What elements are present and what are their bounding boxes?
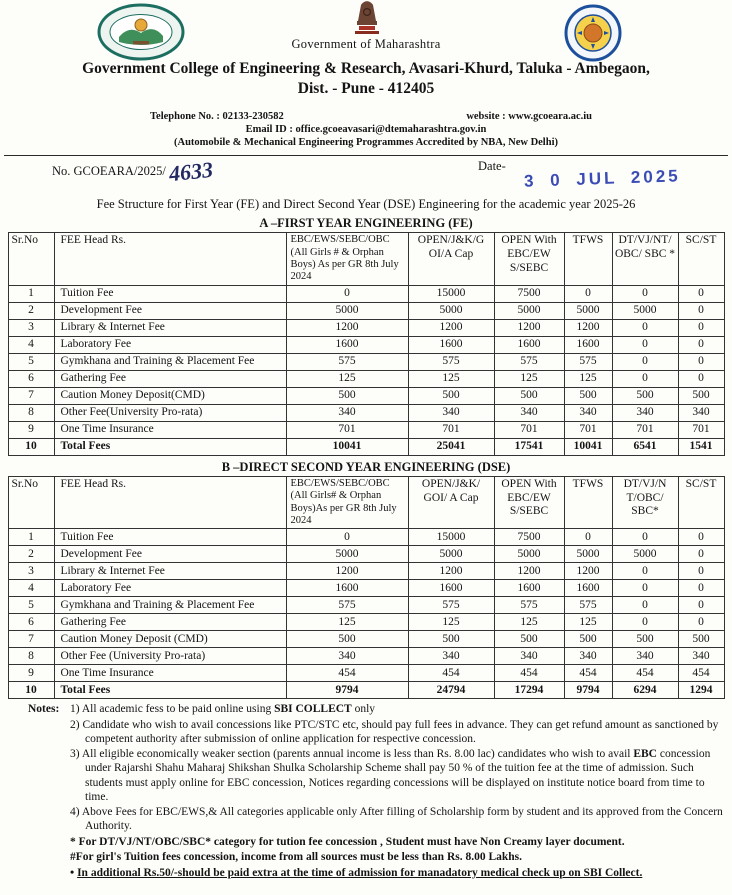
sr-no-cell: 4 [8, 336, 54, 353]
fee-row [8, 631, 724, 648]
fee-head-cell: Caution Money Deposit(CMD) [54, 387, 286, 404]
fee-head-cell: Total Fees [54, 682, 286, 699]
fee-value-cell: 0 [564, 529, 612, 546]
fee-value-cell: 0 [564, 285, 612, 302]
date-stamp: 3 0 JUL 2025 [523, 166, 681, 192]
fee-value-cell: 1200 [564, 319, 612, 336]
fee-head-cell: Total Fees [54, 438, 286, 455]
fee-value-cell: 15000 [408, 285, 494, 302]
fee-value-cell: 0 [286, 529, 408, 546]
fee-value-cell: 575 [494, 597, 564, 614]
fee-row [8, 665, 724, 682]
note-hash: #For girl's Tuition fees concession, income from all sources must be less than Rs. 8.00 Lakhs. [70, 850, 523, 863]
fee-value-cell: 17294 [494, 682, 564, 699]
fee-head-cell: One Time Insurance [54, 665, 286, 682]
fee-value-cell: 6541 [612, 438, 678, 455]
fee-value-cell: 0 [678, 353, 724, 370]
fee-value-cell: 1600 [286, 580, 408, 597]
sr-no-cell: 1 [8, 285, 54, 302]
fee-value-cell: 0 [678, 563, 724, 580]
government-line: Government of Maharashtra [291, 37, 441, 51]
fee-value-cell: 125 [494, 614, 564, 631]
fee-value-cell: 454 [408, 665, 494, 682]
fee-value-cell: 500 [286, 631, 408, 648]
fee-head-cell: Development Fee [54, 302, 286, 319]
sr-no-cell: 6 [8, 370, 54, 387]
fee-head-cell: Library & Internet Fee [54, 563, 286, 580]
fee-table-fe-body [8, 285, 724, 455]
table-dse-caption: B –DIRECT SECOND YEAR ENGINEERING (DSE) [221, 459, 511, 474]
note-4: 4) Above Fees for EBC/EWS,& All categories applicable only After filling of Scholarship form by student and its approved from the Concern Authority. [70, 806, 723, 833]
fee-value-cell: 340 [408, 648, 494, 665]
fee-row [8, 387, 724, 404]
fee-value-cell: 500 [286, 387, 408, 404]
fee-value-cell: 1600 [564, 336, 612, 353]
fee-value-cell: 0 [612, 319, 678, 336]
note-2: 2) Candidate who wish to avail concessions like PTC/STC etc, should pay full fees in advance. They can get refund amount as sanctioned by competent authority after submission of online application for respective concession. [70, 718, 719, 745]
fee-head-cell: Gymkhana and Training & Placement Fee [54, 353, 286, 370]
contact-row [0, 111, 732, 122]
fee-head-cell: Other Fee(University Pro-rata) [54, 404, 286, 421]
fee-value-cell: 0 [678, 370, 724, 387]
sr-no-cell: 10 [8, 438, 54, 455]
fee-value-cell: 340 [678, 648, 724, 665]
col-header-open-cap: OPEN/J&K/G OI/A Cap [408, 233, 494, 286]
col-header-fee-head: FEE Head Rs. [54, 233, 286, 286]
notes-label: Notes: [28, 703, 60, 716]
fee-value-cell: 340 [494, 404, 564, 421]
fee-value-cell: 500 [564, 387, 612, 404]
fee-head-cell: Other Fee (University Pro-rata) [54, 648, 286, 665]
fee-value-cell: 500 [494, 631, 564, 648]
fee-value-cell: 575 [286, 353, 408, 370]
col-header-open-with-ebc: OPEN With EBC/EW S/SEBC [494, 476, 564, 529]
ref-number-label: No. GCOEARA/2025/ [52, 164, 166, 179]
header-row [8, 476, 724, 529]
note-3-text: 3) All eligible economically weaker section (parents annual income is less than Rs. 8.00 lac) candidates who wish to avail [70, 748, 634, 761]
accreditation-note: (Automobile & Mechanical Engineering Programmes Accredited by NBA, New Delhi) [174, 137, 558, 149]
fee-row [8, 580, 724, 597]
fee-value-cell: 454 [286, 665, 408, 682]
fee-value-cell: 1541 [678, 438, 724, 455]
col-header-dt-vj-nt: DT/VJ/NT/ OBC/ SBC * [612, 233, 678, 286]
col-header-tfws: TFWS [564, 233, 612, 286]
fee-value-cell: 0 [612, 285, 678, 302]
fee-value-cell: 5000 [286, 302, 408, 319]
fee-value-cell: 0 [286, 285, 408, 302]
fee-value-cell: 500 [678, 631, 724, 648]
fee-value-cell: 1200 [408, 319, 494, 336]
fee-head-cell: Laboratory Fee [54, 580, 286, 597]
fee-value-cell: 15000 [408, 529, 494, 546]
fee-value-cell: 1294 [678, 682, 724, 699]
note-bullet [70, 865, 724, 880]
national-emblem-icon [348, 0, 386, 43]
fee-table-dse-body [8, 529, 724, 699]
fee-value-cell: 0 [612, 529, 678, 546]
col-header-ebc: EBC/EWS/SEBC/OBC (All Girls # & Orphan Boys) As per GR 8th July 2024 [286, 233, 408, 286]
fee-value-cell: 454 [564, 665, 612, 682]
fee-value-cell: 0 [612, 580, 678, 597]
fee-value-cell: 0 [678, 614, 724, 631]
fee-value-cell: 125 [494, 370, 564, 387]
ref-number [52, 157, 215, 187]
fee-row [8, 285, 724, 302]
sr-no-cell: 7 [8, 631, 54, 648]
institute-seal-icon [562, 4, 624, 67]
note-1-text: 1) All academic fess to be paid online using [70, 703, 275, 716]
date-label: Date- [478, 159, 506, 174]
fee-value-cell: 125 [564, 614, 612, 631]
fee-value-cell: 340 [612, 404, 678, 421]
fee-row [8, 302, 724, 319]
col-header-ebc: EBC/EWS/SEBC/OBC (All Girls# & Orphan Boys)As per GR 8th July 2024 [286, 476, 408, 529]
fee-value-cell: 1200 [408, 563, 494, 580]
fee-value-cell: 701 [286, 421, 408, 438]
col-header-tfws: TFWS [564, 476, 612, 529]
fee-head-cell: One Time Insurance [54, 421, 286, 438]
fee-row [8, 404, 724, 421]
sr-no-cell: 9 [8, 421, 54, 438]
fee-row [8, 319, 724, 336]
fee-value-cell: 0 [612, 336, 678, 353]
fee-value-cell: 1600 [494, 336, 564, 353]
col-header-open-cap: OPEN/J&K/ GOI/ A Cap [408, 476, 494, 529]
note-star: * For DT/VJ/NT/OBC/SBC* category for tution fee concession , Student must have Non Creamy layer document. [70, 835, 625, 848]
fee-value-cell: 701 [612, 421, 678, 438]
fee-value-cell: 125 [408, 614, 494, 631]
fee-value-cell: 500 [612, 387, 678, 404]
fee-value-cell: 575 [408, 597, 494, 614]
fee-value-cell: 7500 [494, 285, 564, 302]
sr-no-cell: 4 [8, 580, 54, 597]
fee-value-cell: 0 [612, 370, 678, 387]
sr-no-cell: 7 [8, 387, 54, 404]
col-header-open-with-ebc: OPEN With EBC/EW S/SEBC [494, 233, 564, 286]
fee-value-cell: 1600 [564, 580, 612, 597]
sr-no-cell: 2 [8, 302, 54, 319]
note-3-text-end: concession under Rajarshi Shahu Maharaj Shikshan Shulka Scholarship Scheme shall pay 50 % of the tuition fee at the time of admission. Such students must apply online for EBC concession, Notices regarding concessions will be displayed on institute notice board from time to time. [85, 748, 711, 803]
bullet-icon: • [70, 865, 75, 880]
college-seal-icon [97, 3, 185, 66]
college-name-line1: Government College of Engineering & Research, Avasari-Khurd, Taluka - Ambegaon, [82, 60, 650, 77]
fee-value-cell: 25041 [408, 438, 494, 455]
total-row [8, 438, 724, 455]
fee-head-cell: Laboratory Fee [54, 336, 286, 353]
fee-value-cell: 0 [678, 302, 724, 319]
fee-value-cell: 500 [612, 631, 678, 648]
fee-head-cell: Gathering Fee [54, 614, 286, 631]
sr-no-cell: 10 [8, 682, 54, 699]
fee-head-cell: Gymkhana and Training & Placement Fee [54, 597, 286, 614]
fee-value-cell: 575 [494, 353, 564, 370]
fee-value-cell: 1200 [286, 319, 408, 336]
note-1-bold: SBI COLLECT [274, 703, 352, 716]
note-bullet-text: In additional Rs.50/-should be paid extra at the time of admission for manadatory medical check up on SBI Collect. [77, 867, 643, 880]
sr-no-cell: 1 [8, 529, 54, 546]
fee-value-cell: 0 [678, 580, 724, 597]
fee-value-cell: 500 [678, 387, 724, 404]
telephone-number: Telephone No. : 02133-230582 [150, 111, 284, 123]
col-header-sc-st: SC/ST [678, 233, 724, 286]
fee-value-cell: 5000 [408, 546, 494, 563]
col-header-srno: Sr.No [8, 476, 54, 529]
fee-value-cell: 5000 [286, 546, 408, 563]
fee-value-cell: 500 [408, 631, 494, 648]
fee-value-cell: 5000 [612, 302, 678, 319]
fee-value-cell: 24794 [408, 682, 494, 699]
fee-value-cell: 1600 [494, 580, 564, 597]
sr-no-cell: 9 [8, 665, 54, 682]
fee-value-cell: 0 [678, 319, 724, 336]
fee-row [8, 563, 724, 580]
note-1 [70, 702, 724, 716]
fee-row [8, 648, 724, 665]
fee-value-cell: 500 [564, 631, 612, 648]
fee-value-cell: 125 [564, 370, 612, 387]
fee-value-cell: 454 [612, 665, 678, 682]
fee-value-cell: 1600 [408, 336, 494, 353]
fee-value-cell: 9794 [564, 682, 612, 699]
fee-value-cell: 125 [286, 370, 408, 387]
fee-value-cell: 701 [564, 421, 612, 438]
fee-value-cell: 340 [286, 648, 408, 665]
fee-value-cell: 1200 [494, 319, 564, 336]
fee-value-cell: 340 [612, 648, 678, 665]
fee-value-cell: 575 [564, 597, 612, 614]
fee-head-cell: Tuition Fee [54, 529, 286, 546]
sr-no-cell: 8 [8, 404, 54, 421]
fee-value-cell: 1200 [564, 563, 612, 580]
fee-value-cell: 0 [612, 597, 678, 614]
table-fe-caption: A –FIRST YEAR ENGINEERING (FE) [259, 216, 473, 231]
fee-value-cell: 454 [494, 665, 564, 682]
fee-value-cell: 5000 [564, 302, 612, 319]
sr-no-cell: 6 [8, 614, 54, 631]
sr-no-cell: 2 [8, 546, 54, 563]
fee-head-cell: Library & Internet Fee [54, 319, 286, 336]
fee-value-cell: 340 [494, 648, 564, 665]
fee-value-cell: 340 [564, 404, 612, 421]
header-row [8, 233, 724, 286]
fee-value-cell: 0 [612, 614, 678, 631]
fee-value-cell: 340 [678, 404, 724, 421]
col-header-dt-vj-nt: DT/VJ/N T/OBC/ SBC* [612, 476, 678, 529]
fee-value-cell: 5000 [612, 546, 678, 563]
college-name-line2: Dist. - Pune - 412405 [297, 80, 435, 98]
col-header-sc-st: SC/ST [678, 476, 724, 529]
fee-value-cell: 340 [564, 648, 612, 665]
fee-value-cell: 0 [678, 336, 724, 353]
fee-value-cell: 0 [678, 597, 724, 614]
col-header-fee-head: FEE Head Rs. [54, 476, 286, 529]
fee-value-cell: 125 [408, 370, 494, 387]
fee-value-cell: 701 [494, 421, 564, 438]
sr-no-cell: 5 [8, 597, 54, 614]
fee-value-cell: 7500 [494, 529, 564, 546]
fee-head-cell: Tuition Fee [54, 285, 286, 302]
fee-value-cell: 1200 [286, 563, 408, 580]
fee-value-cell: 575 [408, 353, 494, 370]
fee-value-cell: 5000 [408, 302, 494, 319]
fee-value-cell: 340 [408, 404, 494, 421]
letterhead [0, 0, 732, 148]
fee-value-cell: 0 [612, 563, 678, 580]
fee-value-cell: 5000 [564, 546, 612, 563]
fee-value-cell: 10041 [564, 438, 612, 455]
fee-value-cell: 1600 [286, 336, 408, 353]
sr-no-cell: 3 [8, 319, 54, 336]
fee-head-cell: Gathering Fee [54, 370, 286, 387]
fee-row [8, 370, 724, 387]
fee-value-cell: 17541 [494, 438, 564, 455]
total-row [8, 682, 724, 699]
note-1-text-end: only [351, 703, 376, 716]
fee-head-cell: Development Fee [54, 546, 286, 563]
fee-value-cell: 575 [564, 353, 612, 370]
fee-row [8, 421, 724, 438]
fee-head-cell: Caution Money Deposit (CMD) [54, 631, 286, 648]
fee-value-cell: 0 [678, 529, 724, 546]
fee-value-cell: 575 [286, 597, 408, 614]
fee-table-fe [8, 232, 725, 456]
fee-value-cell: 5000 [494, 302, 564, 319]
fee-row [8, 353, 724, 370]
fee-row [8, 529, 724, 546]
fee-value-cell: 6294 [612, 682, 678, 699]
fee-value-cell: 0 [612, 353, 678, 370]
website-link[interactable]: website : www.gcoeara.ac.iu [466, 111, 592, 123]
notes-body [70, 702, 724, 881]
fee-value-cell: 1200 [494, 563, 564, 580]
sr-no-cell: 5 [8, 353, 54, 370]
fee-value-cell: 500 [494, 387, 564, 404]
sr-no-cell: 3 [8, 563, 54, 580]
document-title: Fee Structure for First Year (FE) and Direct Second Year (DSE) Engineering for the academic year 2025-26 [96, 197, 636, 212]
fee-value-cell: 0 [678, 546, 724, 563]
fee-value-cell: 9794 [286, 682, 408, 699]
ref-number-handwritten: 4633 [167, 157, 215, 187]
fee-value-cell: 701 [408, 421, 494, 438]
email-address: Email ID : office.gcoeavasari@dtemaharashtra.gov.in [245, 124, 487, 136]
fee-value-cell: 0 [678, 285, 724, 302]
notes-section [0, 699, 732, 881]
fee-row [8, 336, 724, 353]
fee-row [8, 614, 724, 631]
fee-value-cell: 340 [286, 404, 408, 421]
fee-row [8, 546, 724, 563]
fee-value-cell: 10041 [286, 438, 408, 455]
fee-value-cell: 5000 [494, 546, 564, 563]
fee-row [8, 597, 724, 614]
fee-value-cell: 701 [678, 421, 724, 438]
note-3 [70, 747, 724, 804]
fee-value-cell: 500 [408, 387, 494, 404]
sr-no-cell: 8 [8, 648, 54, 665]
col-header-srno: Sr.No [8, 233, 54, 286]
fee-value-cell: 125 [286, 614, 408, 631]
fee-value-cell: 454 [678, 665, 724, 682]
ref-date-row [0, 156, 732, 196]
fee-table-dse [8, 476, 725, 700]
fee-value-cell: 1600 [408, 580, 494, 597]
note-3-bold: EBC [633, 748, 657, 761]
